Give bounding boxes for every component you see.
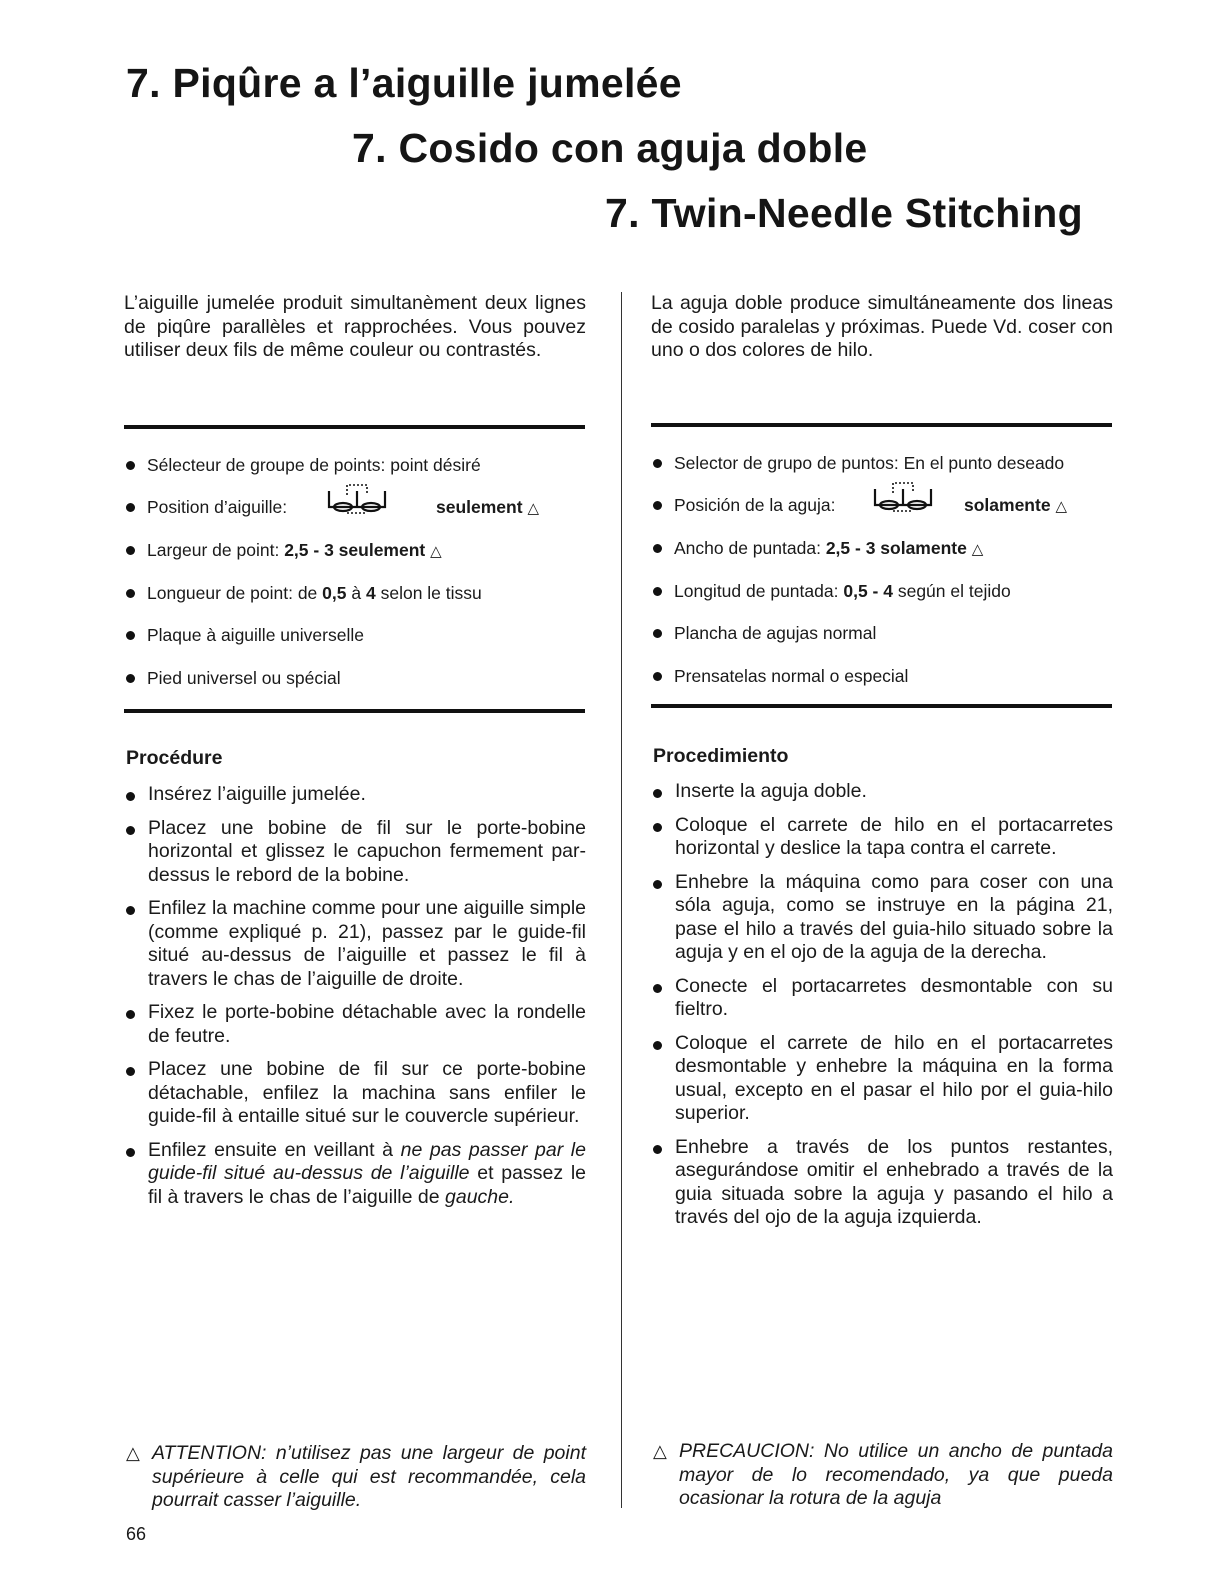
warning-triangle-icon: △: [126, 1443, 140, 1463]
bullet-icon: [653, 823, 662, 832]
bullet-icon: [653, 587, 662, 596]
list-item: Enhebre la máquina como para coser con una sóla aguja, como se instruye en la página 21, pase el hilo a través del guia-hilo situado sobre la aguja y en el ojo de la aguja de la derecha.: [651, 871, 1113, 965]
section-rule: [124, 425, 585, 429]
bullet-icon: [126, 674, 135, 683]
list-item: Enfilez la machine comme pour une aiguille simple (comme expliqué p. 21), passez par le guide-fil situé au-dessus de l’aiguille et passez le fil à travers le chas de l’aiguille de droite.: [124, 897, 586, 991]
column-divider: [621, 292, 622, 1508]
bullet-icon: [653, 672, 662, 681]
list-item: Conecte el portacarretes desmontable con su fieltro.: [651, 975, 1113, 1022]
heading-spanish: 7. Cosido con aguja doble: [352, 125, 868, 171]
bullet-icon: [653, 544, 662, 553]
list-item: Fixez le porte-bobine détachable avec la rondelle de feutre.: [124, 1001, 586, 1048]
section-rule: [651, 704, 1112, 708]
warning-triangle-icon: △: [971, 541, 984, 558]
bullet-icon: [126, 1148, 135, 1157]
bullet-icon: [126, 906, 135, 915]
warning-triangle-icon: △: [1055, 498, 1067, 515]
page-number: 66: [126, 1524, 147, 1544]
bullet-icon: [653, 1041, 662, 1050]
bullet-icon: [126, 631, 135, 640]
procedure-title: Procedimiento: [653, 745, 789, 767]
list-item: Enhebre a través de los puntos restantes, asegurándose omitir el enhebrado a través de la guia situada sobre la aguja y pasando el hilo a través del ojo de la aguja izquierda.: [651, 1136, 1113, 1230]
needle-position-icon: [871, 481, 935, 515]
needle-position-icon: [325, 483, 389, 517]
list-item: Placez une bobine de fil sur ce porte-bobine détachable, enfilez la machina sans enfiler le guide-fil à entaille situé sur le couvercle supérieur.: [124, 1058, 586, 1129]
list-item: Insérez l’aiguille jumelée.: [124, 783, 586, 807]
bullet-icon: [126, 589, 135, 598]
warning-triangle-icon: △: [430, 543, 442, 560]
bullet-icon: [126, 461, 135, 470]
warning-note: △ PRECAUCION: No utilice un ancho de puntada mayor de lo recomendado, ya que pueda ocasionar la rotura de la aguja: [653, 1440, 1113, 1509]
section-rule: [124, 709, 585, 713]
bullet-icon: [653, 1145, 662, 1154]
warning-note: △ ATTENTION: n’utilisez pas une largeur de point supérieure à celle qui est recommandée, cela pourrait casser l’aiguille.: [126, 1442, 586, 1511]
heading-english: 7. Twin-Needle Stitching: [605, 190, 1083, 236]
list-item: Coloque el carrete de hilo en el portacarretes desmontable y enhebre la máquina en la forma usual, excepto en el pasar el hilo por el guia-hilo superior.: [651, 1032, 1113, 1126]
intro-paragraph: La aguja doble produce simultáneamente dos lineas de cosido paralelas y próximas. Puede Vd. coser con uno o dos colores de hilo.: [651, 292, 1113, 361]
bullet-icon: [126, 503, 135, 512]
list-item: Coloque el carrete de hilo en el portacarretes horizontal y deslice la tapa contra el carrete.: [651, 814, 1113, 861]
bullet-icon: [653, 501, 662, 510]
bullet-icon: [126, 546, 135, 555]
warning-triangle-icon: △: [653, 1441, 667, 1461]
bullet-icon: [126, 1067, 135, 1076]
section-rule: [651, 423, 1112, 427]
bullet-icon: [653, 984, 662, 993]
bullet-icon: [126, 826, 135, 835]
spanish-column: La aguja doble produce simultáneamente dos lineas de cosido paralelas y próximas. Puede Vd. coser con uno o dos colores de hilo. Selector de grupo de puntos: En el punto deseado Posición de la aguja: solamente △ Ancho de puntada: 2,5 - 3 solamente △ Longitud de puntada: 0,5 - 4 según el tejido Plancha de agujas normal Prensatelas normal o especial Procedimiento Inserte la aguja doble. Coloque el carrete de hilo en el portacarretes horizontal y deslice la tapa contra el carrete. Enhebre la máquina como para coser con una sóla aguja, como se instruye en la página 21, pase el hilo a través del guia-hilo situado sobre la aguja y en el ojo de la aguja de la derecha. Conecte el portacarretes desmontable con su fieltro. Coloque el carrete de hilo en el portacarretes desmontable y enhebre la máquina en la forma usual, excepto en el pasar el hilo por el guia-hilo superior. Enhebre a través de los puntos restantes, asegurándose omitir el enhebrado a través de la guia situada sobre la aguja y pasando el hilo a través del ojo de la aguja izquierda. △ PRECAUCION: No utilice un ancho de puntada mayor de lo recomendado, ya que pueda ocasionar la rotura de la aguja: [651, 292, 1113, 1509]
procedure-title: Procédure: [126, 747, 223, 769]
warning-triangle-icon: △: [527, 500, 539, 517]
list-item: Inserte la aguja doble.: [651, 780, 1113, 804]
bullet-icon: [126, 792, 135, 801]
list-item: Enfilez ensuite en veillant à ne pas passer par le guide-fil situé au-dessus de l’aiguille et passez le fil à travers le chas de l’aiguille de gauche.: [124, 1139, 586, 1210]
intro-paragraph: L’aiguille jumelée produit simultanèment deux lignes de piqûre parallèles et rapprochées. Vous pouvez utiliser deux fils de même couleur ou contrastés.: [124, 292, 586, 361]
bullet-icon: [653, 880, 662, 889]
procedure-steps: [124, 783, 586, 1219]
bullet-icon: [653, 789, 662, 798]
procedure-steps: [651, 780, 1113, 1240]
bullet-icon: [126, 1010, 135, 1019]
bullet-icon: [653, 459, 662, 468]
list-item: Placez une bobine de fil sur le porte-bobine horizontal et glissez le capuchon fermement par-dessus le rebord de la bobine.: [124, 817, 586, 888]
french-column: L’aiguille jumelée produit simultanèment deux lignes de piqûre parallèles et rapprochées. Vous pouvez utiliser deux fils de même couleur ou contrastés. Sélecteur de groupe de points: point désiré Position d’aiguille: seulement △ Largeur de point: 2,5 - 3 seulement △ Longueur de point: de 0,5 à 4 selon le tissu Plaque à aiguille universelle Pied universel ou spécial Procédure Insérez l’aiguille jumelée. Placez une bobine de fil sur le porte-bobine horizontal et glissez le capuchon fermement par-dessus le rebord de la bobine. Enfilez la machine comme pour une aiguille simple (comme expliqué p. 21), passez par le guide-fil situé au-dessus de l’aiguille et passez le fil à travers le chas de l’aiguille de droite. Fixez le porte-bobine détachable avec la rondelle de feutre. Placez une bobine de fil sur ce porte-bobine détachable, enfilez la machina sans enfiler le guide-fil à entaille situé sur le couvercle supérieur. Enfilez ensuite en veillant à ne pas passer par le guide-fil situé au-dessus de l’aiguille et passez le fil à travers le chas de l’aiguille de gauche. △ ATTENTION: n’utilisez pas une largeur de point supérieure à celle qui est recommandée, cela pourrait casser l’aiguille.: [124, 292, 587, 1511]
bullet-icon: [653, 629, 662, 638]
heading-french: 7. Piqûre a l’aiguille jumelée: [126, 60, 682, 106]
